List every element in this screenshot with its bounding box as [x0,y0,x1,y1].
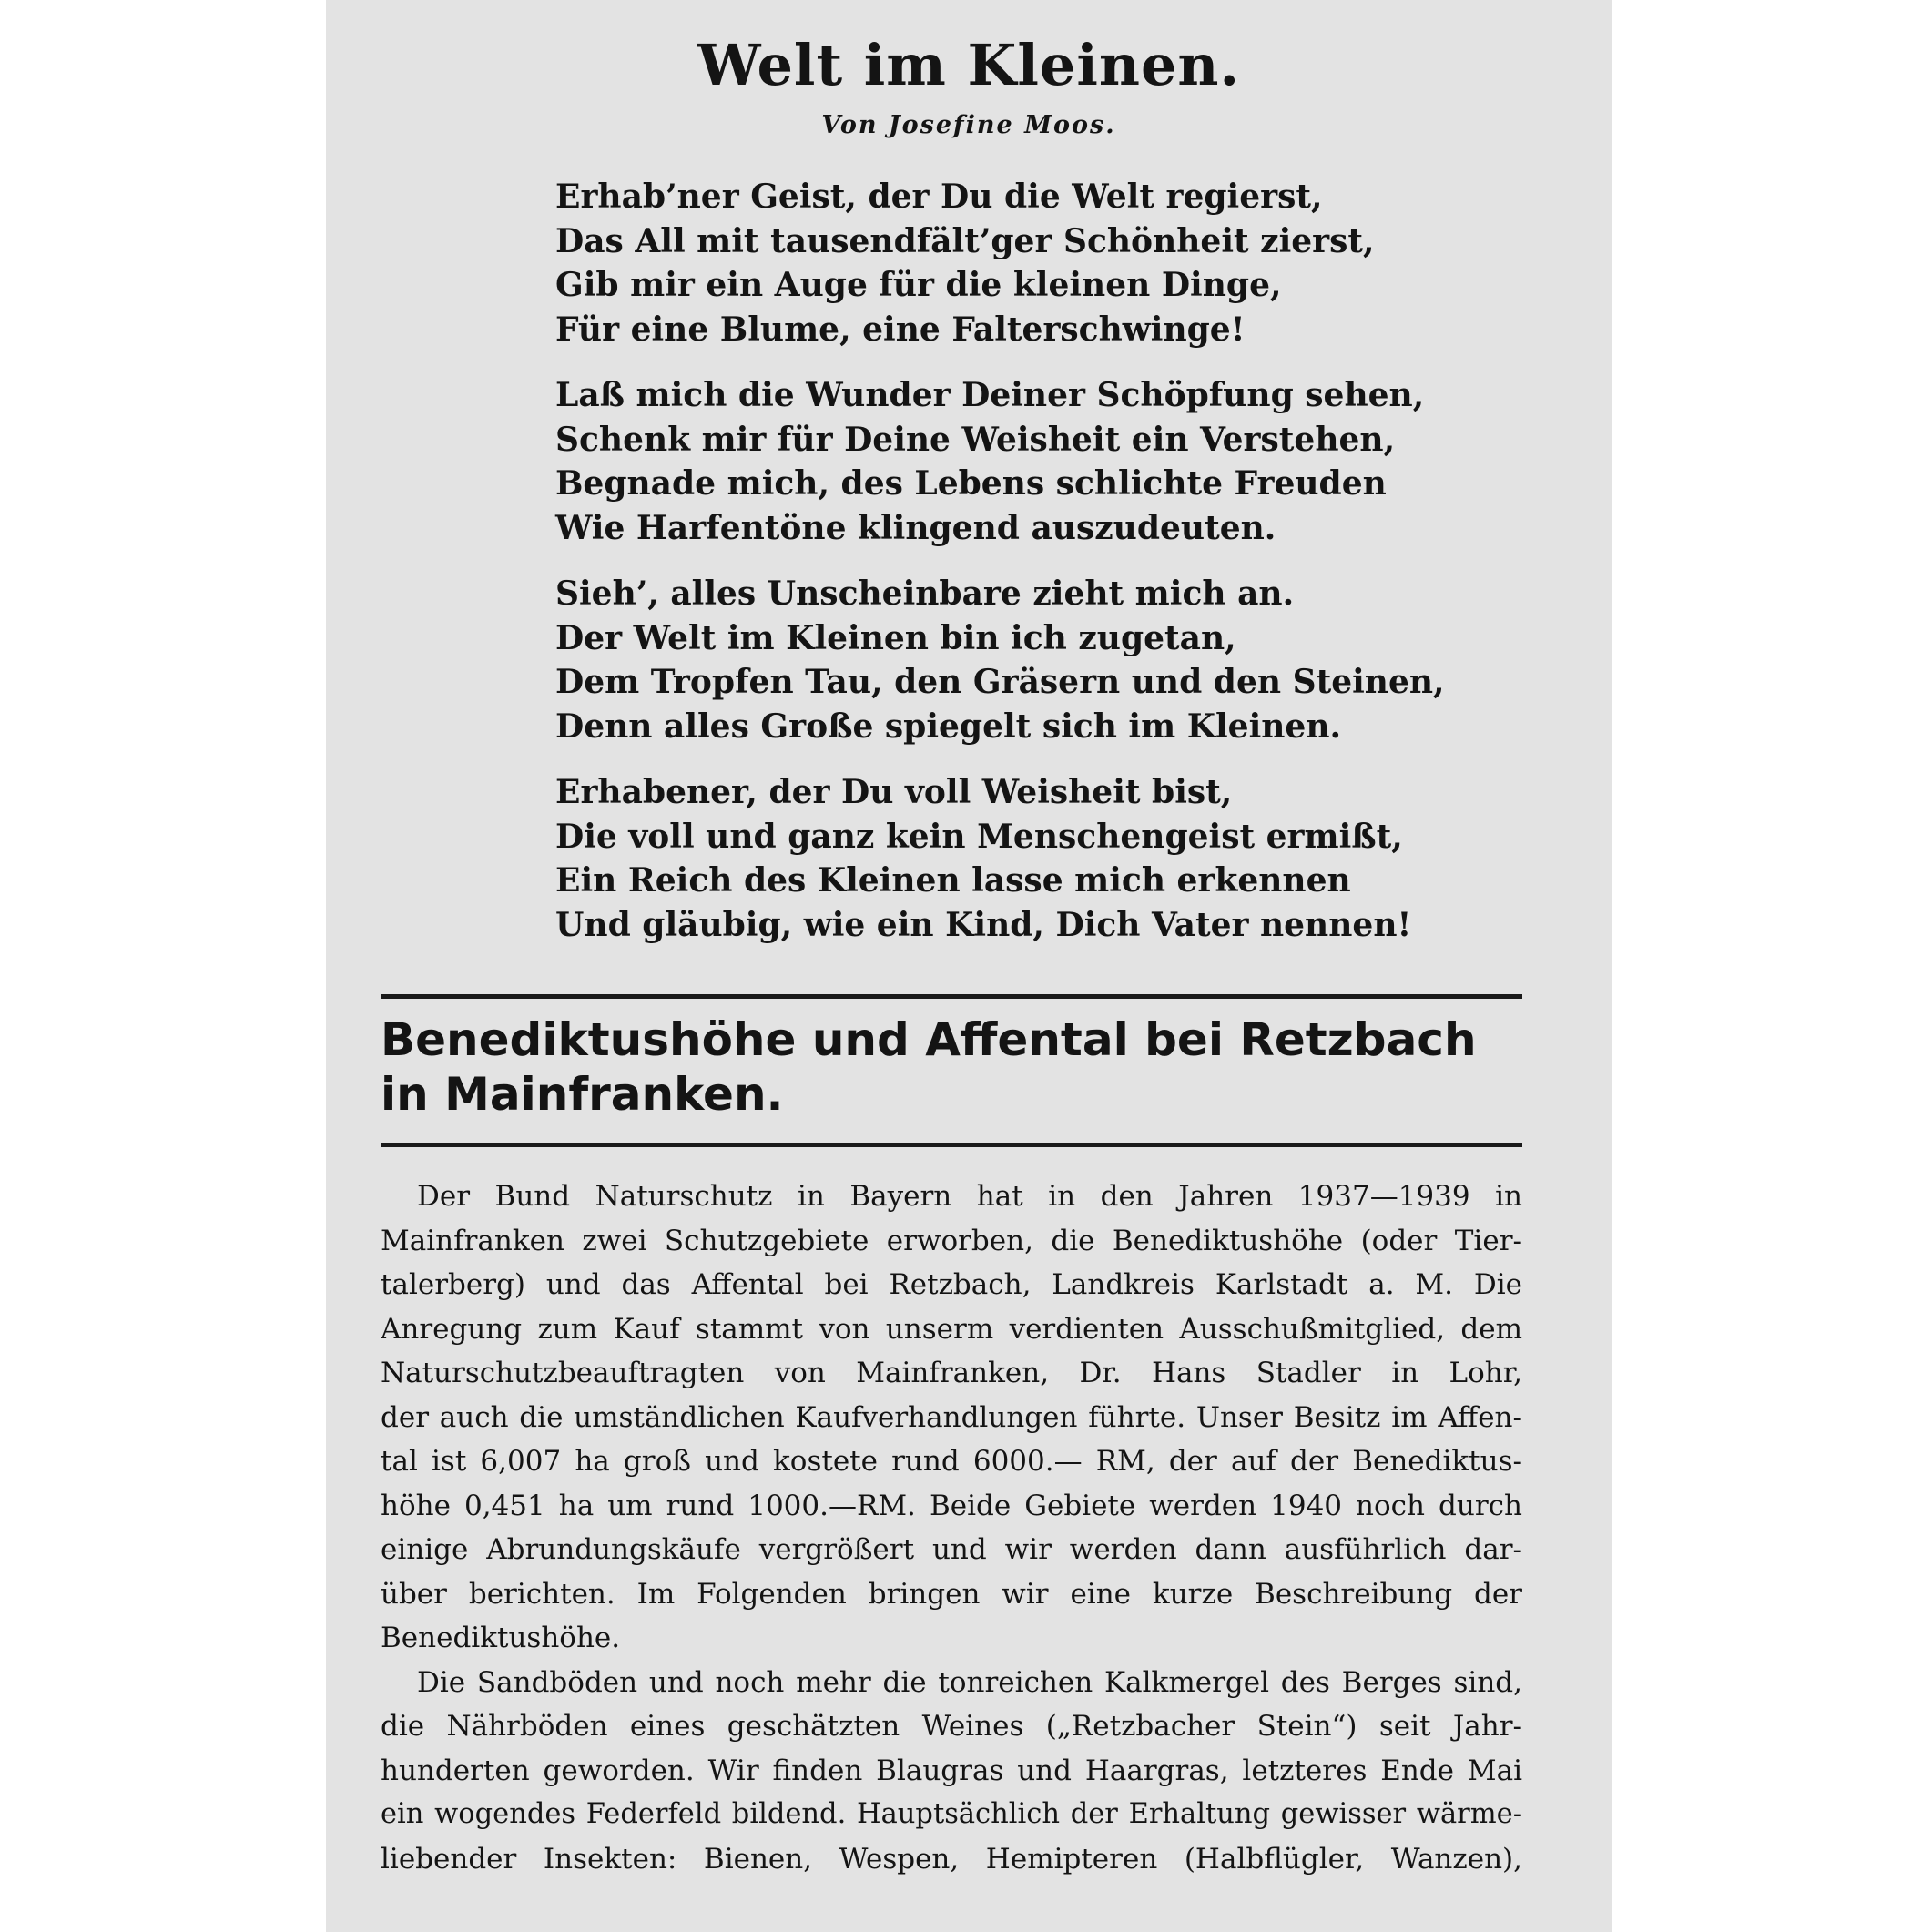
poem-verse: Sieh’, alles Unscheinbare zieht mich an. [555,575,1295,613]
poem-verse: Für eine Blume, eine Falterschwinge! [555,310,1246,349]
poem-verse: Laß mich die Wunder Deiner Schöpfung sehen, [555,376,1425,414]
poem-verse: Erhabener, der Du voll Weisheit bist, [555,773,1233,811]
article-line: die Nährböden eines geschätzten Weines („Retzbacher Stein“) seit Jahr- [381,1710,1522,1743]
poem-verse: Schenk mir für Deine Weisheit ein Verstehen, [555,420,1396,459]
article-line: talerberg) und das Affental bei Retzbach, Landkreis Karlstadt a. M. Die [381,1268,1522,1301]
article-line: Die Sandböden und noch mehr die tonreichen Kalkmergel des Berges sind, [417,1665,1522,1699]
document-page [326,0,1612,1932]
article-line: der auch die umständlichen Kaufverhandlungen führte. Unser Besitz im Affen- [381,1400,1522,1434]
poem-verse: Gib mir ein Auge für die kleinen Dinge, [555,266,1282,304]
article-line: tal ist 6,007 ha groß und kostete rund 6000.— RM, der auf der Benediktus- [381,1445,1522,1478]
article-line: über berichten. Im Folgenden bringen wir eine kurze Beschreibung der [381,1577,1522,1611]
article-line: Der Bund Naturschutz in Bayern hat in den Jahren 1937—1939 in [417,1180,1522,1213]
poem-verse: Die voll und ganz kein Menschengeist ermißt, [555,817,1403,856]
article-body [381,1174,1522,1881]
article-line: ein wogendes Federfeld bildend. Hauptsächlich der Erhaltung gewisser wärme- [381,1798,1522,1830]
poem-verse: Erhab’ner Geist, der Du die Welt regierst, [555,178,1323,216]
poem-verse: Ein Reich des Kleinen lasse mich erkennen [555,861,1351,900]
article-title-line: Benediktushöhe und Affental bei Retzbach [381,1013,1477,1066]
article-title [381,1012,1522,1122]
article-line: Anregung zum Kauf stammt von unserm verdienten Ausschußmitglied, dem [381,1312,1522,1346]
section-divider-top [381,994,1522,999]
poem-verse: Wie Harfentöne klingend auszudeuten. [555,508,1276,547]
poem-stanza [555,373,1466,550]
article-line: Benediktushöhe. [381,1622,621,1654]
article-line: höhe 0,451 ha um rund 1000.—RM. Beide Gebiete werden 1940 noch durch [381,1489,1522,1522]
poem-verse: Denn alles Große spiegelt sich im Kleinen. [555,707,1342,746]
poem-verse: Dem Tropfen Tau, den Gräsern und den Steinen, [555,663,1445,701]
article-line: Mainfranken zwei Schutzgebiete erworben, die Benediktushöhe (oder Tier- [381,1224,1522,1257]
poem-author: Von Josefine Moos. [821,111,1116,139]
article-title-line: in Mainfranken. [381,1068,784,1121]
article-line: einige Abrundungskäufe vergrößert und wir werden dann ausführlich dar- [381,1533,1522,1566]
poem-stanza [555,770,1466,947]
poem-verse: Das All mit tausendfält’ger Schönheit zierst, [555,221,1375,260]
section-divider-bottom [381,1143,1522,1147]
poem-verse: Und gläubig, wie ein Kind, Dich Vater nennen! [555,905,1412,944]
poem-title: Welt im Kleinen. [697,32,1241,98]
poem-body [555,175,1466,969]
article-line: Naturschutzbeauftragten von Mainfranken, Dr. Hans Stadler in Lohr, [381,1357,1522,1389]
poem-verse: Der Welt im Kleinen bin ich zugetan, [555,618,1236,657]
poem-stanza [555,572,1466,748]
poem-verse: Begnade mich, des Lebens schlichte Freuden [555,464,1387,503]
article-line: hunderten geworden. Wir finden Blaugras und Haargras, letzteres Ende Mai [381,1754,1522,1787]
article-line: liebender Insekten: Bienen, Wespen, Hemipteren (Halbflügler, Wanzen), [381,1842,1522,1876]
poem-stanza [555,175,1466,351]
